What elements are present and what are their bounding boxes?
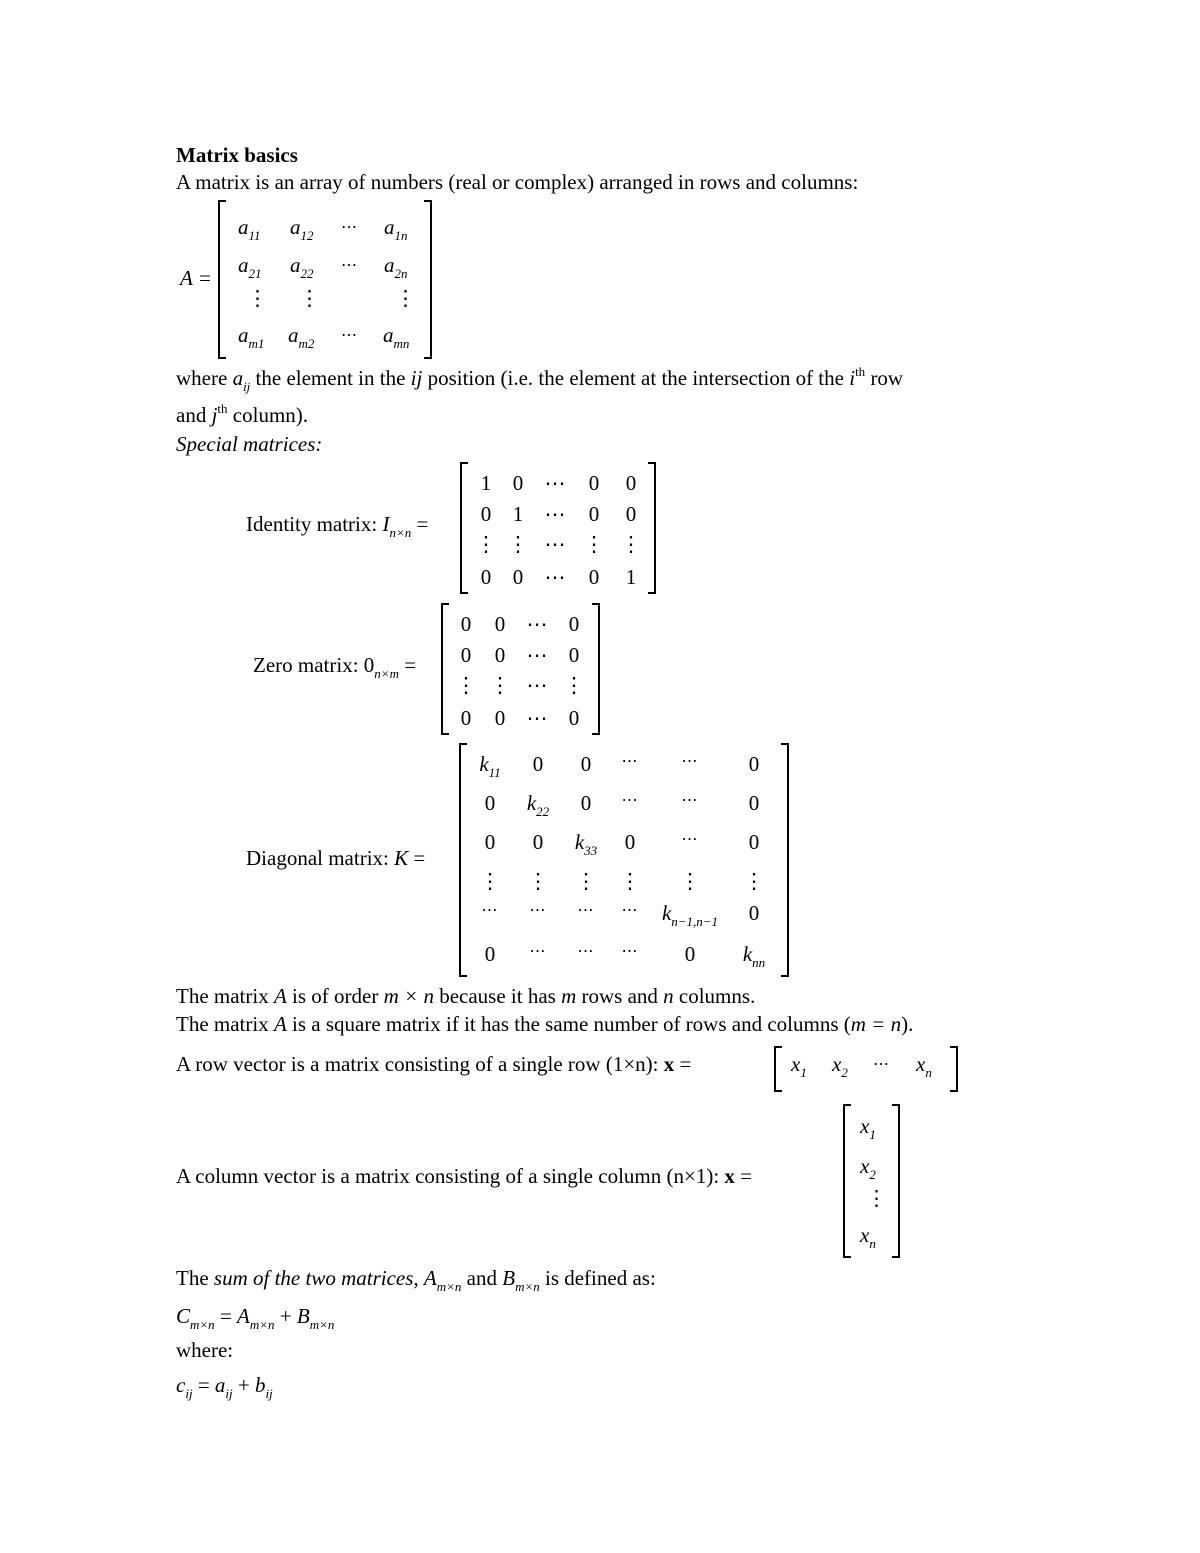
identity-cell: ⋯ <box>544 471 566 495</box>
row-vector-left-bracket <box>774 1046 782 1092</box>
column-vector-right-bracket <box>892 1104 900 1258</box>
zero-cell: 0 <box>568 706 580 730</box>
diagonal-cell: $k_{22}$ <box>526 791 550 819</box>
diagonal-cell: 0 <box>748 901 760 925</box>
zero-cell: ⋯ <box>526 643 548 667</box>
column-vector-entry: $x_2$ <box>860 1154 876 1182</box>
diagonal-cell: $k_{11}$ <box>479 752 501 780</box>
zero-cell: 0 <box>494 643 506 667</box>
diagonal-cell: ⋯ <box>621 792 639 809</box>
zero-cell: ⋮ <box>455 673 477 697</box>
diagonal-left-bracket <box>459 743 467 977</box>
row-vector-entry: $x_n$ <box>916 1052 932 1080</box>
identity-cell: 0 <box>512 471 524 495</box>
page-title: Matrix basics <box>176 143 298 167</box>
identity-cell: ⋯ <box>544 502 566 526</box>
identity-cell: ⋮ <box>583 532 605 556</box>
diagonal-cell: ⋯ <box>621 902 639 919</box>
order-line: The matrix A is of order m × n because it has m rows and n columns. <box>176 984 756 1008</box>
matrix-a-hdots: ⋯ <box>341 257 358 274</box>
identity-cell: ⋮ <box>507 532 529 556</box>
matrix-a-vdots: ⋮ <box>299 286 320 310</box>
where-line-1: where $a_{ij}$ the element in the ij position (i.e. the element at the intersection of the $i^{th}$ row <box>176 364 904 394</box>
zero-cell: ⋯ <box>526 612 548 636</box>
zero-cell: 0 <box>460 706 472 730</box>
diagonal-cell: $k_{n-1,n-1}$ <box>661 901 719 929</box>
identity-cell: ⋯ <box>544 532 566 556</box>
row-vector-hdots: ⋯ <box>873 1056 890 1073</box>
matrix-a-hdots: ⋯ <box>341 327 358 344</box>
matrix-a-entry: $a_{1n}$ <box>384 215 408 243</box>
diagonal-cell: 0 <box>532 752 544 776</box>
matrix-a-vdots: ⋮ <box>395 286 416 310</box>
row-vector-right-bracket <box>950 1046 958 1092</box>
identity-cell: 0 <box>480 502 492 526</box>
identity-cell: 1 <box>625 565 637 589</box>
identity-cell: 0 <box>625 502 637 526</box>
diagonal-cell: 0 <box>484 830 496 854</box>
matrix-a-entry: $a_{11}$ <box>238 215 261 243</box>
diagonal-cell: ⋮ <box>479 869 501 893</box>
identity-left-bracket <box>460 462 468 594</box>
diagonal-cell: ⋮ <box>619 869 641 893</box>
diagonal-cell: 0 <box>580 752 592 776</box>
row-vector-entry: $x_1$ <box>791 1052 807 1080</box>
column-vector-text: A column vector is a matrix consisting of a single column (n×1): x = <box>176 1164 753 1188</box>
identity-cell: 0 <box>480 565 492 589</box>
identity-cell: 0 <box>588 471 600 495</box>
matrix-a-lhs: A = <box>180 266 212 290</box>
row-vector-entry: $x_2$ <box>832 1052 848 1080</box>
identity-cell: 0 <box>588 565 600 589</box>
matrix-a-entry: $a_{22}$ <box>290 253 314 281</box>
diagonal-cell: 0 <box>484 942 496 966</box>
diagonal-cell: 0 <box>748 830 760 854</box>
identity-cell: 0 <box>625 471 637 495</box>
diagonal-cell: 0 <box>532 830 544 854</box>
identity-cell: 0 <box>588 502 600 526</box>
diagonal-cell: ⋯ <box>529 943 547 960</box>
column-vector-entry: $x_1$ <box>860 1114 876 1142</box>
matrix-a-entry: $a_{m1}$ <box>238 323 265 351</box>
diagonal-cell: 0 <box>484 791 496 815</box>
column-vector-vdots: ⋮ <box>866 1186 887 1210</box>
zero-cell: 0 <box>460 643 472 667</box>
matrix-a-hdots: ⋯ <box>341 219 358 236</box>
diagonal-cell: 0 <box>748 791 760 815</box>
diagonal-cell: ⋮ <box>527 869 549 893</box>
diagonal-cell: ⋯ <box>621 943 639 960</box>
zero-cell: 0 <box>568 643 580 667</box>
diagonal-cell: ⋮ <box>575 869 597 893</box>
diagonal-cell: ⋯ <box>481 902 499 919</box>
zero-label: Zero matrix: $0_{n\times m}$ = <box>253 653 417 681</box>
sum-definition-line: The sum of the two matrices, $A_{m\times n}$ and $B_{m\times n}$ is defined as: <box>176 1266 656 1294</box>
diagonal-cell: 0 <box>580 791 592 815</box>
element-equation: $c_{ij} = a_{ij} + b_{ij}$ <box>176 1373 273 1401</box>
zero-cell: ⋯ <box>526 673 548 697</box>
diagonal-cell: 0 <box>748 752 760 776</box>
zero-left-bracket <box>441 603 449 735</box>
identity-cell: ⋮ <box>620 532 642 556</box>
zero-cell: 0 <box>494 612 506 636</box>
column-vector-left-bracket <box>843 1104 851 1258</box>
identity-cell: ⋮ <box>475 532 497 556</box>
diagonal-label: Diagonal matrix: K = <box>246 846 426 870</box>
diagonal-cell: 0 <box>624 830 636 854</box>
matrix-a-right-bracket <box>424 200 432 359</box>
identity-right-bracket <box>648 462 656 594</box>
zero-cell: 0 <box>494 706 506 730</box>
diagonal-cell: $k_{33}$ <box>574 830 598 858</box>
matrix-a-vdots: ⋮ <box>247 286 268 310</box>
column-vector-entry: $x_n$ <box>860 1223 876 1251</box>
matrix-a-entry: $a_{2n}$ <box>384 253 408 281</box>
matrix-a-entry: $a_{21}$ <box>238 253 262 281</box>
diagonal-cell: $k_{nn}$ <box>742 942 766 970</box>
diagonal-right-bracket <box>781 743 789 977</box>
intro-text: A matrix is an array of numbers (real or complex) arranged in rows and columns: <box>176 170 859 194</box>
zero-cell: 0 <box>568 612 580 636</box>
zero-cell: 0 <box>460 612 472 636</box>
zero-right-bracket <box>592 603 600 735</box>
diagonal-cell: ⋯ <box>681 831 699 848</box>
identity-cell: ⋯ <box>544 565 566 589</box>
diagonal-cell: ⋯ <box>577 902 595 919</box>
where-line-2: and $j^{th}$ column). <box>176 401 309 427</box>
zero-cell: ⋯ <box>526 706 548 730</box>
row-vector-text: A row vector is a matrix consisting of a single row (1×n): x = <box>176 1052 692 1076</box>
diagonal-cell: ⋯ <box>577 943 595 960</box>
zero-cell: ⋮ <box>489 673 511 697</box>
zero-cell: ⋮ <box>563 673 585 697</box>
diagonal-cell: ⋯ <box>681 792 699 809</box>
matrix-a-left-bracket <box>218 200 226 359</box>
diagonal-cell: ⋯ <box>681 753 699 770</box>
identity-label: Identity matrix: $I_{n\times n}$ = <box>246 512 429 540</box>
identity-cell: 1 <box>480 471 492 495</box>
where-label: where: <box>176 1338 234 1362</box>
diagonal-cell: 0 <box>684 942 696 966</box>
identity-cell: 1 <box>512 502 524 526</box>
diagonal-cell: ⋮ <box>679 869 701 893</box>
diagonal-cell: ⋯ <box>621 753 639 770</box>
matrix-a-entry: $a_{12}$ <box>290 215 314 243</box>
special-matrices-heading: Special matrices: <box>176 432 323 456</box>
sum-equation: $C_{m\times n} = A_{m\times n} + B_{m\times n}$ <box>176 1304 335 1332</box>
diagonal-cell: ⋮ <box>743 869 765 893</box>
diagonal-cell: ⋯ <box>529 902 547 919</box>
square-line: The matrix A is a square matrix if it has the same number of rows and columns (m = n). <box>176 1012 914 1036</box>
identity-cell: 0 <box>512 565 524 589</box>
matrix-a-entry: $a_{mn}$ <box>383 323 410 351</box>
matrix-a-entry: $a_{m2}$ <box>288 323 315 351</box>
